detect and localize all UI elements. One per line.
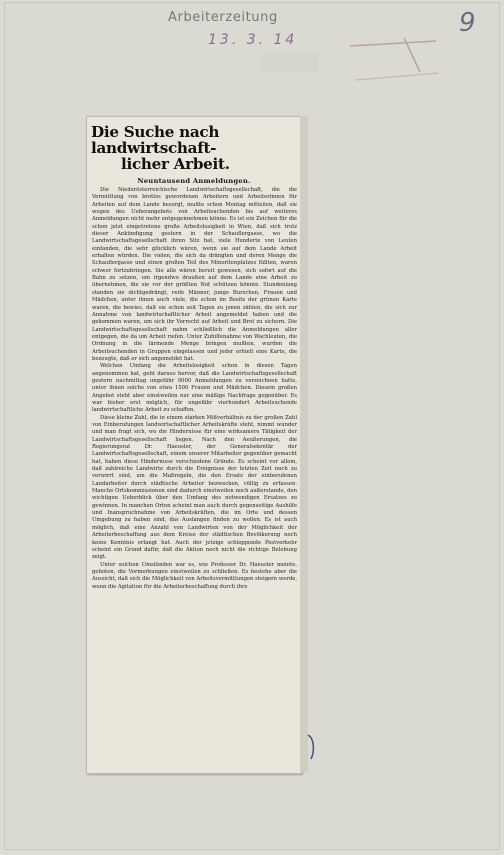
article-paragraph-2: Welchen Umfang die Arbeitslosigkeit schon in diesen Tagen angenommen hat, geht daraus hervor, daß die Landwirtschaftsgesellschaft gestern nachmittag ungefähr 9000 Anmeldungen zu verzeichnen hatte, unter ihnen solche von etwa 1500 Frauen und Mädchen. Diesem großen Angebot steht aber einstweilen nur eine mäßige Nachfrage gegenüber. Es war bisher erst möglich, für ungefähr vierhundert Arbeitsuchende landwirtschaftliche Arbeit zu schaffen. bbox=[92, 363, 297, 414]
article-subhead: Neuntausend Anmeldungen. bbox=[137, 177, 251, 185]
clipping-edge bbox=[300, 116, 308, 772]
headline-line-1: Die Suche nach landwirtschaft- bbox=[91, 123, 220, 157]
article-headline bbox=[91, 124, 295, 172]
article-paragraph-4: Unter solchen Umständen war es, wie Professor Dr. Haeusler meinte, geboten, die Vormerkungen einstweilen zu schließen. Es bestehe aber die Aussicht, daß sich die Möglichkeit von Arbeitsvermittlungen steigern werde, wenn die Agitation für die Arbeiterbeschaffung durch ihre bbox=[92, 561, 297, 590]
article-paragraph-3: Diese kleine Zahl, die in einem starken Mißverhältnis zu der großen Zahl von Einberufungen landwirtschaftlicher Arbeitskräfte steht, nimmt wunder und man fragt sich, wo die Hindernisse für eine wirksamere Tätigkeit der Landwirtschaftsgesellschaft liegen. Nach den Aeußerungen, die Regierungsrat Dr. Haeusler, der Generalsekretär der Landwirtschaftsgesellschaft, einem unserer Mitarbeiter gegenüber gemacht hat, haben diese Hindernisse verschiedene Gründe. Es scheint vor allem, daß zahlreiche Landwirte durch die Ereignisse der letzten Zeit noch zu verwirrt sind, um die Maßregeln, die den Ersatz der einberufenen Landarbeiter durch städtische Arbeiter bezwecken, völlig zu erfassen. Manche Ortskommissionen sind dadurch einstweilen noch außerstande, den wichtigen Ueberblick über den Umfang des notwendigen Ersatzes zu gewinnen. In manchen Orten scheint man auch durch gegenseitige Aushilfe und Inanspruchnahme von Arbeitskräften, die im Orte und dessen Umgebung zu haben sind, das Auslangen finden zu wollen. Es ist auch möglich, daß eine Anzahl von Landwirten von der Möglichkeit der Arbeiterbeschaffung aus dem Kreise der städtischen Bevölkerung noch keine Kenntnis erlangt hat. Auch der jetzige schleppende Postverkehr scheint ein Grund dafür, daß die Aktion noch nicht die richtige Belebung zeigt. bbox=[92, 414, 297, 561]
newspaper-clipping bbox=[86, 116, 302, 774]
newspaper-stamp: Arbeiterzeitung bbox=[168, 10, 278, 25]
article-paragraph-1: Die Niederösterreichische Landwirtschaftsgesellschaft, die die Vermittlung von brotlos gewordenen Arbeitern und Arbeiterinnen für Arbeiten auf dem Lande besorgt, mußte schon Montag mitteilen, daß sie wegen des Ueberangebots von Arbeitsuchenden bis auf weiteres Anmeldungen nicht mehr entgegennehmen könne. Es ist ein Zeichen für die schon jetzt eingetretene große Arbeitslosigkeit in Wien, daß sich trotz dieser Ankündigung gestern in der Schauflergasse, wo die Landwirtschaftsgesellschaft ihren Sitz hat, viele Hunderte von Leuten einfanden, die sehr glücklich wären, wenn sie auf dem Lande Arbeit erhalten würden. Die vielen, die sich da drängten und deren Menge die Schauflergasse und einen großen Teil des Minoritenplatzes füllten, waren schwer fortzubringen. Sie alle wären bereit gewesen, sich sofort auf die Bahn zu setzen, um irgendwo draußen auf dem Lande eine Arbeit zu übernehmen, die sie vor der größten Not schützen könnte. Stundenlang standen sie dichtgedrängt, reife Männer, junge Burschen, Frauen und Mädchen, unter ihnen auch viele, die schon im Besitz der grünen Karte waren, die bewies, daß sie schon seit Tagen zu jenen zählen, die sich zur Annahme von landwirtschaftlicher Arbeit angemeldet haben und die gekommen waren, um sich ihr Vorrecht auf Arbeit und Brot zu sichern. Die Landwirtschaftsgesellschaft nahm schließlich die Anmeldungen aller entgegen, die da um Arbeit riefen. Unter Zuhilfenahme von Wachleuten, die Ordnung in die lärmende Menge bringen mußten, wurden die Arbeitsuchenden in Gruppen eingelassen und jeder erhielt eine Karte, die bezeugte, daß er sich angemeldet hat. bbox=[92, 187, 297, 362]
pencil-bracket-mark bbox=[305, 733, 323, 761]
article-body bbox=[92, 187, 297, 591]
folio-number: 9 bbox=[459, 8, 476, 38]
handwritten-date: 13. 3. 14 bbox=[208, 32, 298, 48]
paper-strip bbox=[260, 52, 318, 72]
headline-line-2: licher Arbeit. bbox=[121, 155, 230, 173]
